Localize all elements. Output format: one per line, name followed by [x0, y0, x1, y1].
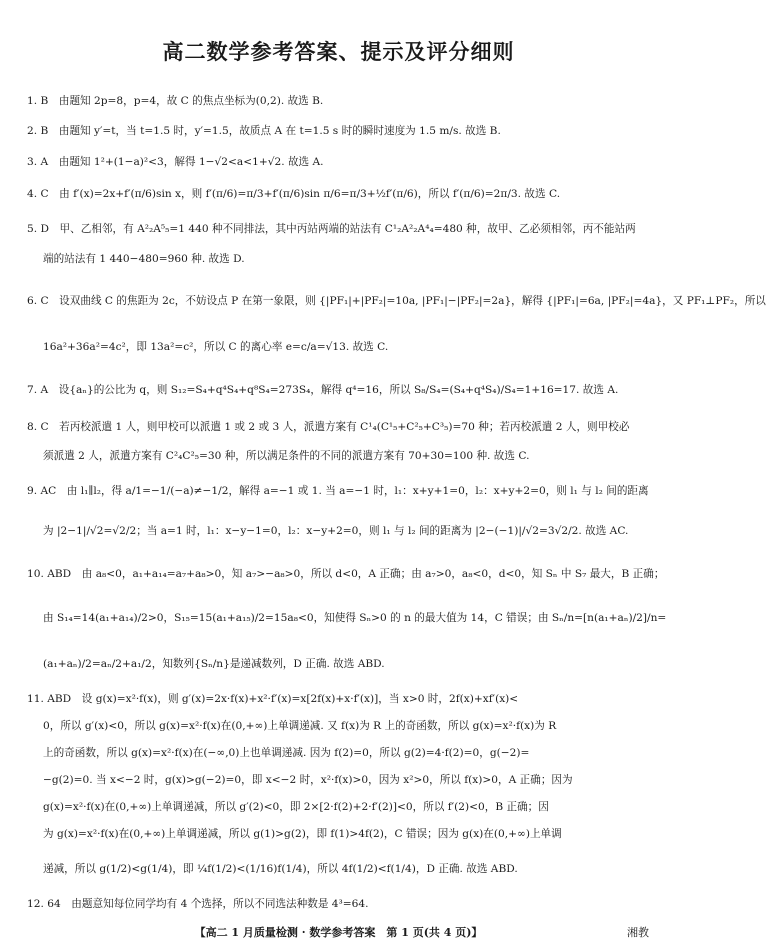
page-title: 高二数学参考答案、提示及评分细则 — [162, 40, 515, 64]
answer-11-line-2: 0，所以 g′(x)<0，所以 g(x)=x²·f(x)在(0,+∞)上单调递减. 又 f(x)为 R 上的奇函数，所以 g(x)=x²·f(x)为 R — [43, 720, 557, 732]
answer-11-line-7: 递减，所以 g(1/2)<g(1/4)，即 ¼f(1/2)<(1/16)f(1/4)，所以 4f(1/2)<f(1/4)，D 正确. 故选 ABD. — [43, 863, 518, 875]
answer-6-line-1: 6. C 设双曲线 C 的焦距为 2c，不妨设点 P 在第一象限，则 {|PF₁|+|PF₂|=10a, |PF₁|−|PF₂|=2a}，解得 {|PF₁|=6a, |PF₂|=4a}，又 PF₁⊥PF₂，所以 — [27, 295, 766, 307]
answer-3-line-1: 3. A 由题知 1²+(1−a)²<3，解得 1−√2<a<1+√2. 故选 A. — [27, 156, 324, 168]
answer-1-line-1: 1. B 由题知 2p=8，p=4，故 C 的焦点坐标为(0,2). 故选 B. — [27, 95, 324, 107]
answer-11-line-5: g(x)=x²·f(x)在(0,+∞)上单调递减，所以 g′(2)<0，即 2×[2·f(2)+2·f′(2)]<0，所以 f′(2)<0，B 正确；因 — [43, 801, 549, 813]
answer-11-line-3: 上的奇函数，所以 g(x)=x²·f(x)在(−∞,0)上也单调递减. 因为 f(2)=0，所以 g(2)=4·f(2)=0，g(−2)= — [43, 747, 530, 759]
answer-9-line-1: 9. AC 由 l₁∥l₂，得 a/1=−1/(−a)≠−1/2，解得 a=−1 或 1. 当 a=−1 时，l₁：x+y+1=0，l₂：x+y+2=0，则 l₁ 与 l₂ 间的距离 — [27, 485, 649, 497]
answer-12-line-1: 12. 64 由题意知每位同学均有 4 个选择，所以不同选法种数是 4³=64. — [27, 898, 369, 910]
answer-11-line-1: 11. ABD 设 g(x)=x²·f(x)，则 g′(x)=2x·f(x)+x²·f′(x)=x[2f(x)+x·f′(x)]，当 x>0 时，2f(x)+xf′(x)< — [27, 693, 519, 705]
answer-2-line-1: 2. B 由题知 y′=t，当 t=1.5 时，y′=1.5，故质点 A 在 t=1.5 s 时的瞬时速度为 1.5 m/s. 故选 B. — [27, 125, 501, 137]
edition-label: 湘教 — [627, 926, 649, 939]
answer-11-line-4: −g(2)=0. 当 x<−2 时，g(x)>g(−2)=0，即 x<−2 时，x²·f(x)>0，因为 x²>0，所以 f(x)>0，A 正确；因为 — [43, 774, 573, 786]
answer-6-line-2: 16a²+36a²=4c²，即 13a²=c²，所以 C 的离心率 e=c/a=√13. 故选 C. — [43, 341, 389, 353]
answer-4-line-1: 4. C 由 f′(x)=2x+f′(π/6)sin x，则 f′(π/6)=π/3+f′(π/6)sin π/6=π/3+½f′(π/6)，所以 f′(π/6)=2π/3. 故选 C. — [27, 188, 561, 200]
answer-8-line-2: 须派遣 2 人，派遣方案有 C²₄C²₅=30 种，所以满足条件的不同的派遣方案有 70+30=100 种. 故选 C. — [43, 450, 530, 462]
answer-11-line-6: 为 g(x)=x²·f(x)在(0,+∞)上单调递减，所以 g(1)>g(2)，即 f(1)>4f(2)，C 错误；因为 g(x)在(0,+∞)上单调 — [43, 828, 562, 840]
answer-7-line-1: 7. A 设{aₙ}的公比为 q，则 S₁₂=S₄+q⁴S₄+q⁸S₄=273S₄，解得 q⁴=16，所以 S₈/S₄=(S₄+q⁴S₄)/S₄=1+16=17. 故选 A. — [27, 384, 619, 396]
answer-10-line-1: 10. ABD 由 a₈<0，a₁+a₁₄=a₇+a₈>0，知 a₇>−a₈>0，所以 d<0，A 正确；由 a₇>0，a₈<0，d<0，知 Sₙ 中 S₇ 最大，B 正确； — [27, 568, 665, 580]
answer-9-line-2: 为 |2−1|/√2=√2/2；当 a=1 时，l₁：x−y−1=0，l₂：x−y+2=0，则 l₁ 与 l₂ 间的距离为 |2−(−1)|/√2=3√2/2. 故选 AC. — [43, 525, 629, 537]
answer-5-line-1: 5. D 甲、乙相邻，有 A²₂A⁵₅=1 440 种不同排法，其中丙站两端的站法有 C¹₂A²₂A⁴₄=480 种，故甲、乙必须相邻，丙不能站两 — [27, 223, 636, 235]
answer-5-line-2: 端的站法有 1 440−480=960 种. 故选 D. — [43, 253, 245, 265]
answer-10-line-2: 由 S₁₄=14(a₁+a₁₄)/2>0，S₁₅=15(a₁+a₁₅)/2=15a₈<0，知使得 Sₙ>0 的 n 的最大值为 14，C 错误；由 Sₙ/n=[n(a₁+aₙ)/2]/n= — [43, 612, 667, 624]
page-footer: 【高二 1 月质量检测 · 数学参考答案 第 1 页(共 4 页)】 — [194, 926, 483, 939]
answer-10-line-3: (a₁+aₙ)/2=aₙ/2+a₁/2，知数列{Sₙ/n}是递减数列，D 正确. 故选 ABD. — [43, 658, 385, 670]
answer-8-line-1: 8. C 若丙校派遣 1 人，则甲校可以派遣 1 或 2 或 3 人，派遣方案有 C¹₄(C¹₅+C²₅+C³₅)=70 种；若丙校派遣 2 人，则甲校必 — [27, 421, 630, 433]
